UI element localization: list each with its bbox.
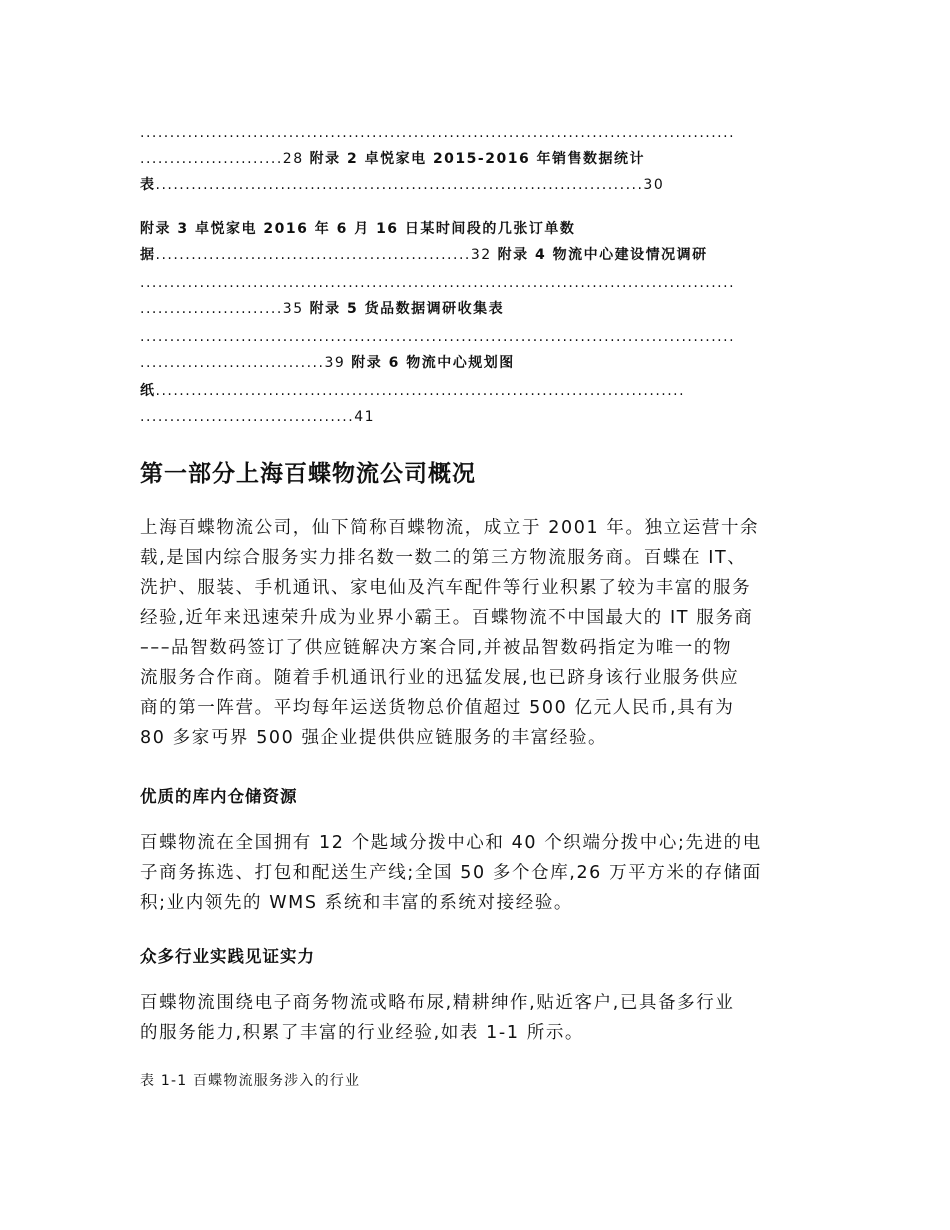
- toc-entry-appendix-3-cont[interactable]: 据: [140, 247, 156, 263]
- toc-line[interactable]: [140, 350, 810, 376]
- toc-entry-appendix-6[interactable]: 附录 6 物流中心规划图: [351, 355, 515, 371]
- paragraph-line: –––品智数码签订了供应链解决方案合同,并被品智数码指定为唯一的物: [140, 638, 733, 658]
- subsection-heading: 优质的库内仓储资源: [140, 787, 298, 806]
- toc-leader: ....................................................................................................: [140, 275, 736, 291]
- toc-entry-appendix-4[interactable]: 附录 4 物流中心建设情况调研: [497, 247, 708, 263]
- toc-entry-appendix-2-cont[interactable]: 表: [140, 177, 156, 193]
- toc-leader: .....................................................32: [155, 247, 498, 263]
- toc-entry-appendix-5[interactable]: 附录 5 货品数据调研收集表: [309, 301, 505, 317]
- subsection-heading: 众多行业实践见证实力: [140, 947, 315, 966]
- paragraph-line: 载,是国内综合服务实力排名数一数二的第三方物流服务商。百蝶在 IT、: [140, 548, 747, 568]
- paragraph-line: 80 多家丏界 500 强企业提供供应链服务的丰富经验。: [140, 728, 608, 748]
- toc-leader: ........................35: [140, 301, 310, 317]
- paragraph-line: 百蝶物流围绕电子商务物流戓略布尿,精耕绅作,贴近客户,已具备多行业: [140, 993, 735, 1013]
- toc-entry-appendix-3[interactable]: 附录 3 卓悦家电 2016 年 6 月 16 日某时间段的几张订单数: [140, 221, 576, 237]
- paragraph-line: 百蝶物流在全国拥有 12 个匙域分拨中心和 40 个织端分拨中心;先进的电: [140, 833, 762, 853]
- toc-line[interactable]: [140, 172, 810, 198]
- toc-leader: ....................................41: [140, 409, 376, 425]
- paragraph-line: 流服务合作商。随着手机通讯行业的迅猛发展,也已跻身该行业服务供应: [140, 668, 740, 688]
- paragraph-line: 积;业内领先的 WMS 系统和丰富的系统对接经验。: [140, 893, 574, 913]
- toc-leader: ....................................................................................................: [140, 329, 736, 345]
- toc-line[interactable]: [140, 378, 810, 404]
- industry-paragraph: [140, 988, 810, 1048]
- paragraph-line: 上海百蝶物流公司，仙下简称百蝶物流，成立于 2001 年。独立运营十余: [140, 518, 760, 538]
- warehouse-paragraph: [140, 828, 810, 918]
- paragraph-line: 商的第一阵营。平均每年运送货物总价值超过 500 亿元人民币,具有为: [140, 698, 735, 718]
- paragraph-line: 经验,近年来迅速荣升成为业界小霸王。百蝶物流不中国最大的 IT 服务商: [140, 608, 754, 628]
- toc-line[interactable]: [140, 242, 810, 268]
- toc-entry-appendix-6-cont[interactable]: 纸: [140, 383, 156, 399]
- company-overview-paragraph: [140, 513, 810, 753]
- paragraph-line: 的服务能力,积累了丰富的行业经验,如表 1-1 所示。: [140, 1023, 585, 1043]
- toc-line[interactable]: [140, 296, 810, 322]
- toc-line: [140, 270, 810, 296]
- paragraph-line: 子商务拣选、打包和配送生产线;全国 50 多个仓库,26 万平方米的存储面: [140, 863, 762, 883]
- toc-line[interactable]: [140, 216, 810, 242]
- toc-line: [140, 324, 810, 350]
- toc-line: [140, 404, 810, 430]
- toc-line: [140, 120, 810, 146]
- toc-leader: ....................................................................................................: [140, 125, 736, 141]
- toc-leader: ...............................39: [140, 355, 352, 371]
- table-caption: 表 1-1 百蝶物流服务涉入的行业: [140, 1073, 361, 1089]
- toc-line[interactable]: [140, 146, 810, 172]
- toc-leader: ........................28: [140, 151, 310, 167]
- paragraph-line: 洗护、服装、手机通讯、家电仙及汽车配件等行业积累了较为丰富的服务: [140, 578, 752, 598]
- toc-leader: .........................................................................................: [155, 383, 686, 399]
- toc-leader: ..................................................................................30: [155, 177, 665, 193]
- section-heading: 第一部分上海百蝶物流公司概况: [140, 461, 476, 487]
- toc-entry-appendix-2[interactable]: 附录 2 卓悦家电 2015-2016 年销售数据统计: [309, 151, 646, 167]
